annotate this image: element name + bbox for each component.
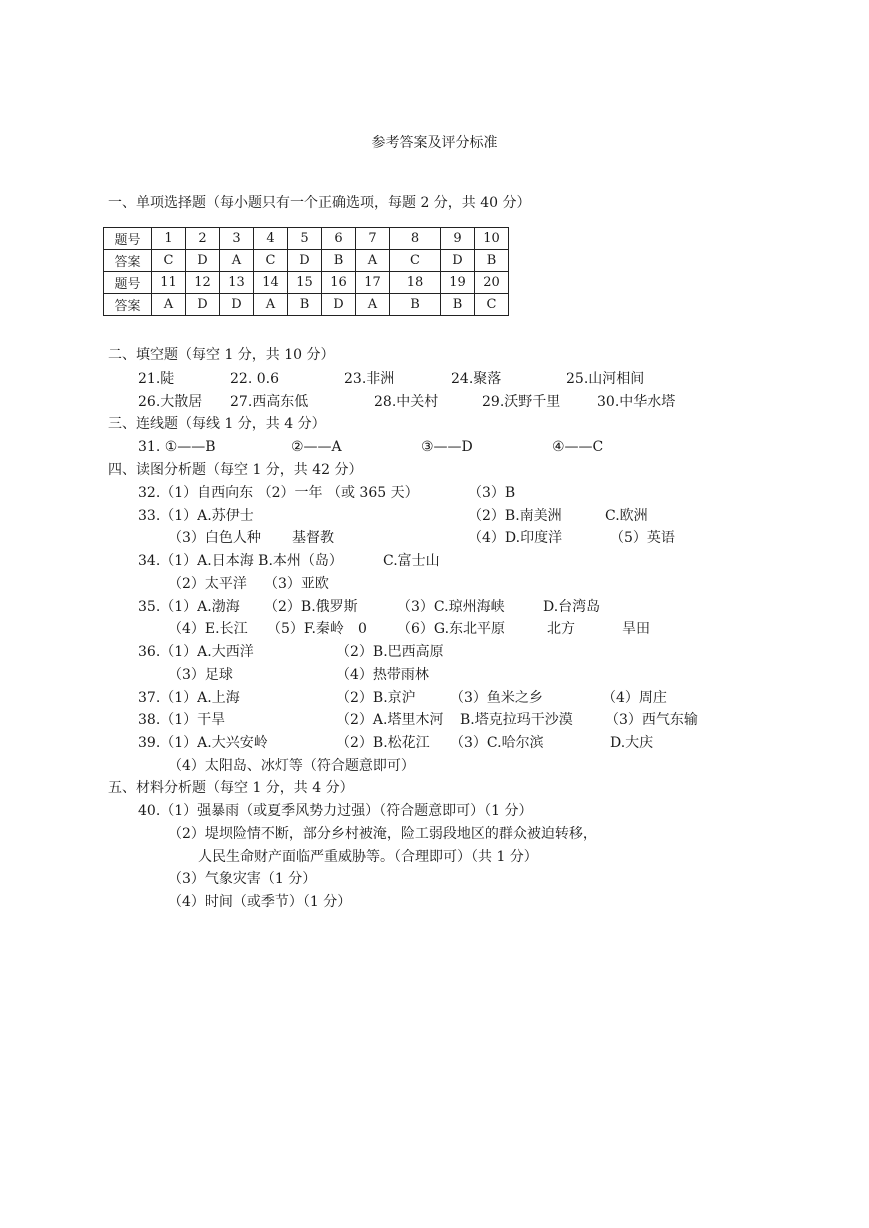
- table-cell: 2: [186, 228, 220, 250]
- answer-text: （4）时间（或季节）（1 分）: [168, 894, 352, 910]
- table-cell: 3: [220, 228, 254, 250]
- answer-text: （3）C.琼州海峡: [397, 599, 505, 615]
- answer-text: （3）B: [468, 485, 516, 501]
- answer-table: [103, 227, 509, 316]
- answer-text: 旱田: [622, 621, 650, 637]
- answer-text: （3）亚欧: [264, 576, 329, 592]
- section-4-heading: 四、读图分析题（每空 1 分，共 42 分）: [108, 462, 363, 478]
- table-cell: 13: [220, 272, 254, 294]
- answer-text: （5）F.秦岭: [267, 621, 344, 637]
- table-row: [104, 228, 509, 250]
- table-cell: 9: [441, 228, 475, 250]
- table-cell: B: [475, 250, 509, 272]
- answer-text: 34.（1）A.日本海 B.本州（岛）: [138, 553, 343, 569]
- table-cell: C: [254, 250, 288, 272]
- answer-text: （3）足球: [168, 667, 233, 683]
- section-2-heading: 二、填空题（每空 1 分，共 10 分）: [108, 347, 335, 363]
- answer-text: （3）气象灾害（1 分）: [168, 871, 317, 887]
- fill-item: 21.陡: [138, 371, 175, 387]
- table-cell: 5: [288, 228, 322, 250]
- table-cell: D: [322, 294, 356, 316]
- row-label: 题号: [104, 272, 152, 294]
- answer-text: （4）太阳岛、冰灯等（符合题意即可）: [168, 758, 415, 774]
- answer-text: （2）B.巴西高原: [336, 644, 444, 660]
- answer-text: （4）D.印度洋: [468, 530, 563, 546]
- answer-text: （4）周庄: [602, 690, 667, 706]
- table-cell: A: [356, 250, 390, 272]
- table-cell: B: [288, 294, 322, 316]
- fill-item: 25.山河相间: [566, 371, 645, 387]
- answer-text: （3）白色人种: [168, 530, 261, 546]
- answer-text: 36.（1）A.大西洋: [138, 644, 254, 660]
- answer-text: B.塔克拉玛干沙漠: [460, 712, 573, 728]
- answer-text: 40.（1）强暴雨（或夏季风势力过强）（符合题意即可）（1 分）: [138, 803, 533, 819]
- table-cell: 12: [186, 272, 220, 294]
- table-cell: 4: [254, 228, 288, 250]
- answer-text: （2）B.南美洲: [468, 508, 562, 524]
- table-row: [104, 272, 509, 294]
- answer-text: C.欧洲: [605, 508, 648, 524]
- answer-text: D.大庆: [610, 735, 654, 751]
- table-cell: D: [186, 250, 220, 272]
- answer-text: （2）堤坝险情不断，部分乡村被淹，险工弱段地区的群众被迫转移，: [168, 826, 597, 842]
- table-cell: B: [390, 294, 441, 316]
- table-cell: 19: [441, 272, 475, 294]
- page-title: 参考答案及评分标准: [371, 135, 498, 151]
- answer-text: 38.（1）干旱: [138, 712, 226, 728]
- answer-text: 0: [358, 621, 367, 637]
- fill-item: 26.大散居: [138, 394, 203, 410]
- table-cell: 11: [152, 272, 186, 294]
- table-cell: D: [220, 294, 254, 316]
- fill-item: 24.聚落: [451, 371, 502, 387]
- table-cell: A: [356, 294, 390, 316]
- fill-item: 30.中华水塔: [597, 394, 676, 410]
- table-cell: B: [322, 250, 356, 272]
- answer-text: 北方: [547, 621, 575, 637]
- table-cell: 20: [475, 272, 509, 294]
- table-cell: 6: [322, 228, 356, 250]
- match-item: 31. ①——B: [138, 439, 216, 455]
- answer-text: （5）英语: [610, 530, 675, 546]
- fill-item: 29.沃野千里: [482, 394, 561, 410]
- table-cell: 1: [152, 228, 186, 250]
- answer-text: （2）太平洋: [168, 576, 247, 592]
- answer-text: 32.（1）自西向东 （2）一年 （或 365 天）: [138, 485, 419, 501]
- answer-text: C.富士山: [383, 553, 440, 569]
- table-cell: D: [186, 294, 220, 316]
- fill-item: 22. 0.6: [230, 371, 279, 387]
- match-item: ②——A: [291, 439, 342, 455]
- table-cell: D: [288, 250, 322, 272]
- table-row: [104, 250, 509, 272]
- answer-text: 35.（1）A.渤海: [138, 599, 240, 615]
- table-cell: 15: [288, 272, 322, 294]
- table-cell: 8: [390, 228, 441, 250]
- answer-text: （2）B.京沪: [336, 690, 416, 706]
- table-cell: A: [152, 294, 186, 316]
- answer-text: （4）E.长江: [168, 621, 248, 637]
- answer-text: 人民生命财产面临严重威胁等。（合理即可）（共 1 分）: [198, 849, 538, 865]
- answer-text: D.台湾岛: [543, 599, 601, 615]
- answer-text: （3）鱼米之乡: [450, 690, 543, 706]
- fill-item: 27.西高东低: [230, 394, 309, 410]
- table-cell: 18: [390, 272, 441, 294]
- row-label: 答案: [104, 250, 152, 272]
- table-row: [104, 294, 509, 316]
- table-cell: B: [441, 294, 475, 316]
- answer-text: （3）C.哈尔滨: [450, 735, 544, 751]
- answer-text: 基督教: [292, 530, 334, 546]
- table-cell: 7: [356, 228, 390, 250]
- table-cell: 17: [356, 272, 390, 294]
- answer-text: （2）A.塔里木河: [336, 712, 444, 728]
- answer-text: 37.（1）A.上海: [138, 690, 240, 706]
- table-cell: 14: [254, 272, 288, 294]
- section-3-heading: 三、连线题（每线 1 分，共 4 分）: [108, 416, 326, 432]
- answer-text: （4）热带雨林: [336, 667, 429, 683]
- answer-text: （3）西气东输: [605, 712, 698, 728]
- row-label: 答案: [104, 294, 152, 316]
- match-item: ④——C: [552, 439, 604, 455]
- table-cell: 10: [475, 228, 509, 250]
- answer-text: （6）G.东北平原: [397, 621, 506, 637]
- answer-text: （2）B.松花江: [336, 735, 430, 751]
- answer-text: （2）B.俄罗斯: [264, 599, 358, 615]
- answer-text: 33.（1）A.苏伊士: [138, 508, 254, 524]
- section-5-heading: 五、材料分析题（每空 1 分，共 4 分）: [108, 780, 354, 796]
- row-label: 题号: [104, 228, 152, 250]
- table-cell: C: [152, 250, 186, 272]
- match-item: ③——D: [421, 439, 473, 455]
- table-cell: D: [441, 250, 475, 272]
- answer-text: 39.（1）A.大兴安岭: [138, 735, 268, 751]
- fill-item: 23.非洲: [344, 371, 395, 387]
- table-cell: C: [390, 250, 441, 272]
- table-cell: A: [254, 294, 288, 316]
- table-cell: C: [475, 294, 509, 316]
- table-cell: 16: [322, 272, 356, 294]
- section-1-heading: 一、单项选择题（每小题只有一个正确选项，每题 2 分，共 40 分）: [108, 195, 531, 211]
- fill-item: 28.中关村: [374, 394, 439, 410]
- table-cell: A: [220, 250, 254, 272]
